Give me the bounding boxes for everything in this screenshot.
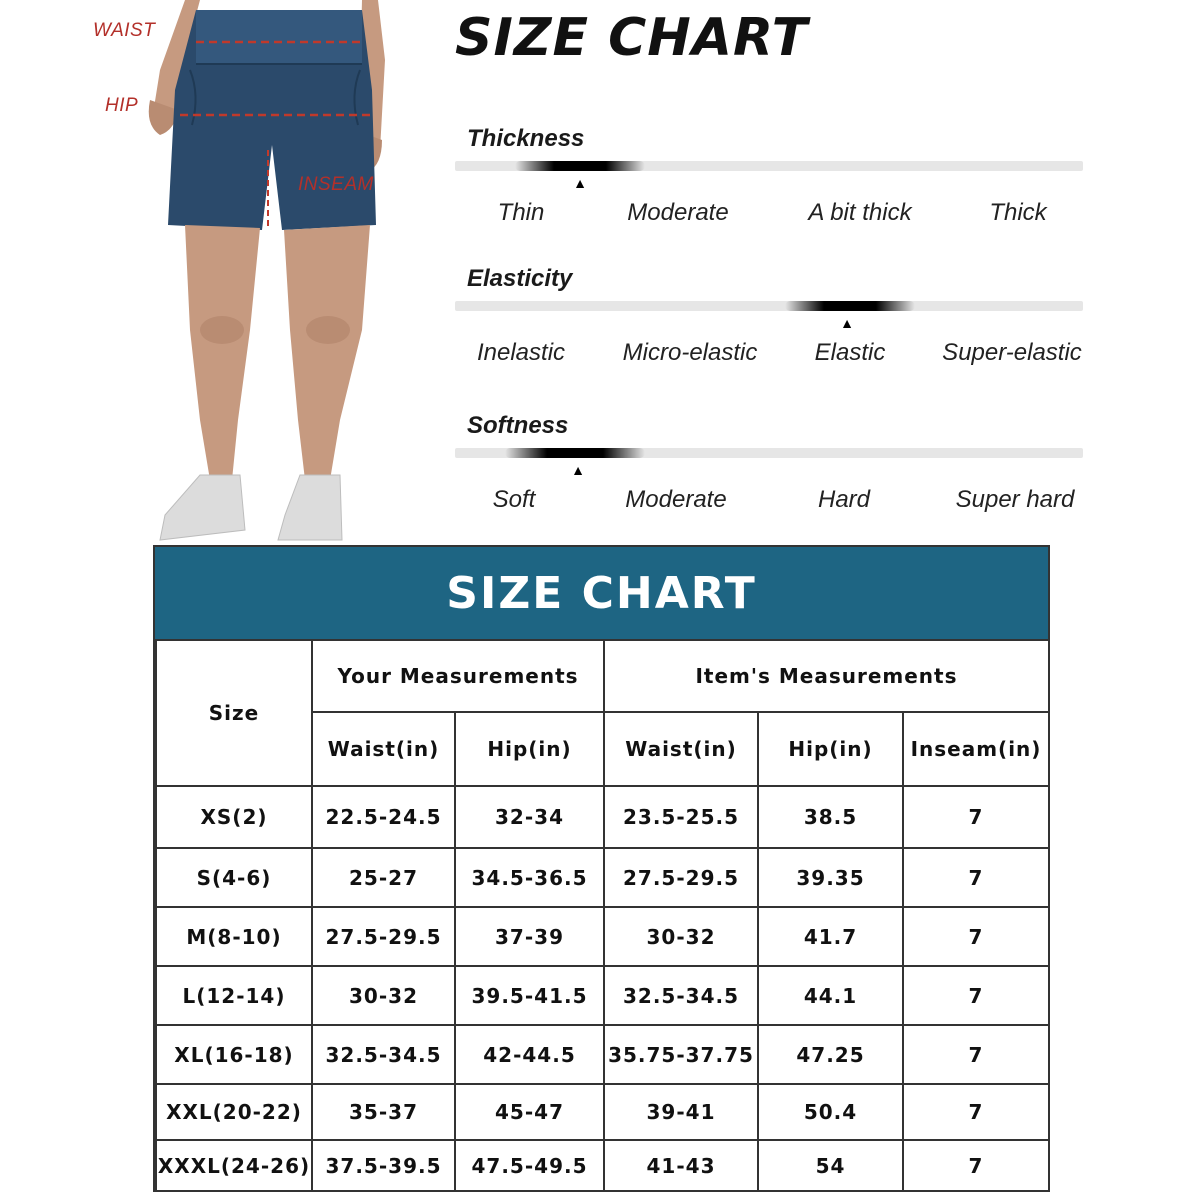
scale-option: Soft: [492, 486, 536, 513]
scale-indicator: [785, 301, 915, 311]
table-cell: 7: [903, 1140, 1049, 1191]
attribute-title: Softness: [467, 412, 569, 439]
table-cell: 41-43: [604, 1140, 758, 1191]
table-cell: M(8-10): [156, 907, 312, 966]
scale-option: Hard: [817, 486, 871, 513]
table-cell: 7: [903, 907, 1049, 966]
group-header: Your Measurements: [312, 640, 604, 712]
table-cell: 39.35: [758, 848, 903, 907]
column-header: Waist(in): [312, 712, 455, 786]
column-header: Hip(in): [455, 712, 604, 786]
scale-option: Super hard: [955, 486, 1075, 513]
scale-option: Elastic: [814, 339, 886, 366]
table-row: [156, 786, 1049, 848]
waist-label: WAIST: [93, 20, 156, 41]
pointer-icon: ▲: [840, 315, 854, 331]
inseam-label: INSEAM: [298, 174, 374, 195]
table-cell: 44.1: [758, 966, 903, 1025]
column-header: Hip(in): [758, 712, 903, 786]
scale-option: Inelastic: [476, 339, 566, 366]
table-cell: 32.5-34.5: [604, 966, 758, 1025]
table-row: [156, 1140, 1049, 1191]
table-cell: 32-34: [455, 786, 604, 848]
top-size-chart-title: SIZE CHART: [455, 8, 809, 68]
table-header-banner: [155, 547, 1048, 639]
table-cell: 54: [758, 1140, 903, 1191]
table-cell: 7: [903, 1084, 1049, 1140]
table-row: [156, 1084, 1049, 1140]
column-header: Waist(in): [604, 712, 758, 786]
column-header: Inseam(in): [903, 712, 1049, 786]
table-cell: XXXL(24-26): [156, 1140, 312, 1191]
table-cell: 39-41: [604, 1084, 758, 1140]
table-cell: 7: [903, 966, 1049, 1025]
scale-option: Thick: [989, 199, 1047, 226]
scale-option: Thin: [497, 199, 545, 226]
table-cell: 39.5-41.5: [455, 966, 604, 1025]
scale-option: Super-elastic: [942, 339, 1082, 366]
table-cell: 50.4: [758, 1084, 903, 1140]
table-row: [156, 966, 1049, 1025]
scale-option: Moderate: [627, 199, 729, 226]
table-cell: 27.5-29.5: [312, 907, 455, 966]
table-cell: 45-47: [455, 1084, 604, 1140]
size-header: Size: [156, 640, 312, 786]
table-cell: 38.5: [758, 786, 903, 848]
scale-indicator: [505, 448, 645, 458]
table-cell: XS(2): [156, 786, 312, 848]
table-row: [156, 907, 1049, 966]
model-illustration: [0, 0, 440, 545]
table-cell: 30-32: [312, 966, 455, 1025]
size-table: [153, 545, 1050, 1192]
attribute-title: Thickness: [467, 125, 585, 152]
table-cell: S(4-6): [156, 848, 312, 907]
table-cell: 34.5-36.5: [455, 848, 604, 907]
model-figure: [0, 0, 440, 545]
table-cell: 22.5-24.5: [312, 786, 455, 848]
group-header-row: [156, 640, 1049, 712]
table-cell: 27.5-29.5: [604, 848, 758, 907]
scale-track: [455, 448, 1083, 458]
table-cell: 7: [903, 1025, 1049, 1084]
scale-indicator: [515, 161, 645, 171]
scale-option: Moderate: [625, 486, 727, 513]
table-cell: 41.7: [758, 907, 903, 966]
table-cell: 37-39: [455, 907, 604, 966]
scale-option: A bit thick: [808, 199, 912, 226]
table-cell: 42-44.5: [455, 1025, 604, 1084]
table-cell: XL(16-18): [156, 1025, 312, 1084]
table-cell: XXL(20-22): [156, 1084, 312, 1140]
table-cell: 47.5-49.5: [455, 1140, 604, 1191]
scale-option: Micro-elastic: [622, 339, 758, 366]
hip-label: HIP: [105, 95, 139, 116]
table-cell: 30-32: [604, 907, 758, 966]
table-cell: 35-37: [312, 1084, 455, 1140]
table-row: [156, 1025, 1049, 1084]
size-grid: [155, 639, 1050, 1192]
attribute-title: Elasticity: [467, 265, 573, 292]
pointer-icon: ▲: [573, 175, 587, 191]
pointer-icon: ▲: [571, 462, 585, 478]
scale-track: [455, 161, 1083, 171]
scale-track: [455, 301, 1083, 311]
group-header: Item's Measurements: [604, 640, 1049, 712]
table-cell: 25-27: [312, 848, 455, 907]
table-cell: 47.25: [758, 1025, 903, 1084]
table-cell: 7: [903, 848, 1049, 907]
table-cell: 23.5-25.5: [604, 786, 758, 848]
table-cell: 35.75-37.75: [604, 1025, 758, 1084]
table-cell: 32.5-34.5: [312, 1025, 455, 1084]
table-title: SIZE CHART: [446, 567, 757, 619]
table-row: [156, 848, 1049, 907]
table-cell: 37.5-39.5: [312, 1140, 455, 1191]
table-cell: L(12-14): [156, 966, 312, 1025]
table-cell: 7: [903, 786, 1049, 848]
